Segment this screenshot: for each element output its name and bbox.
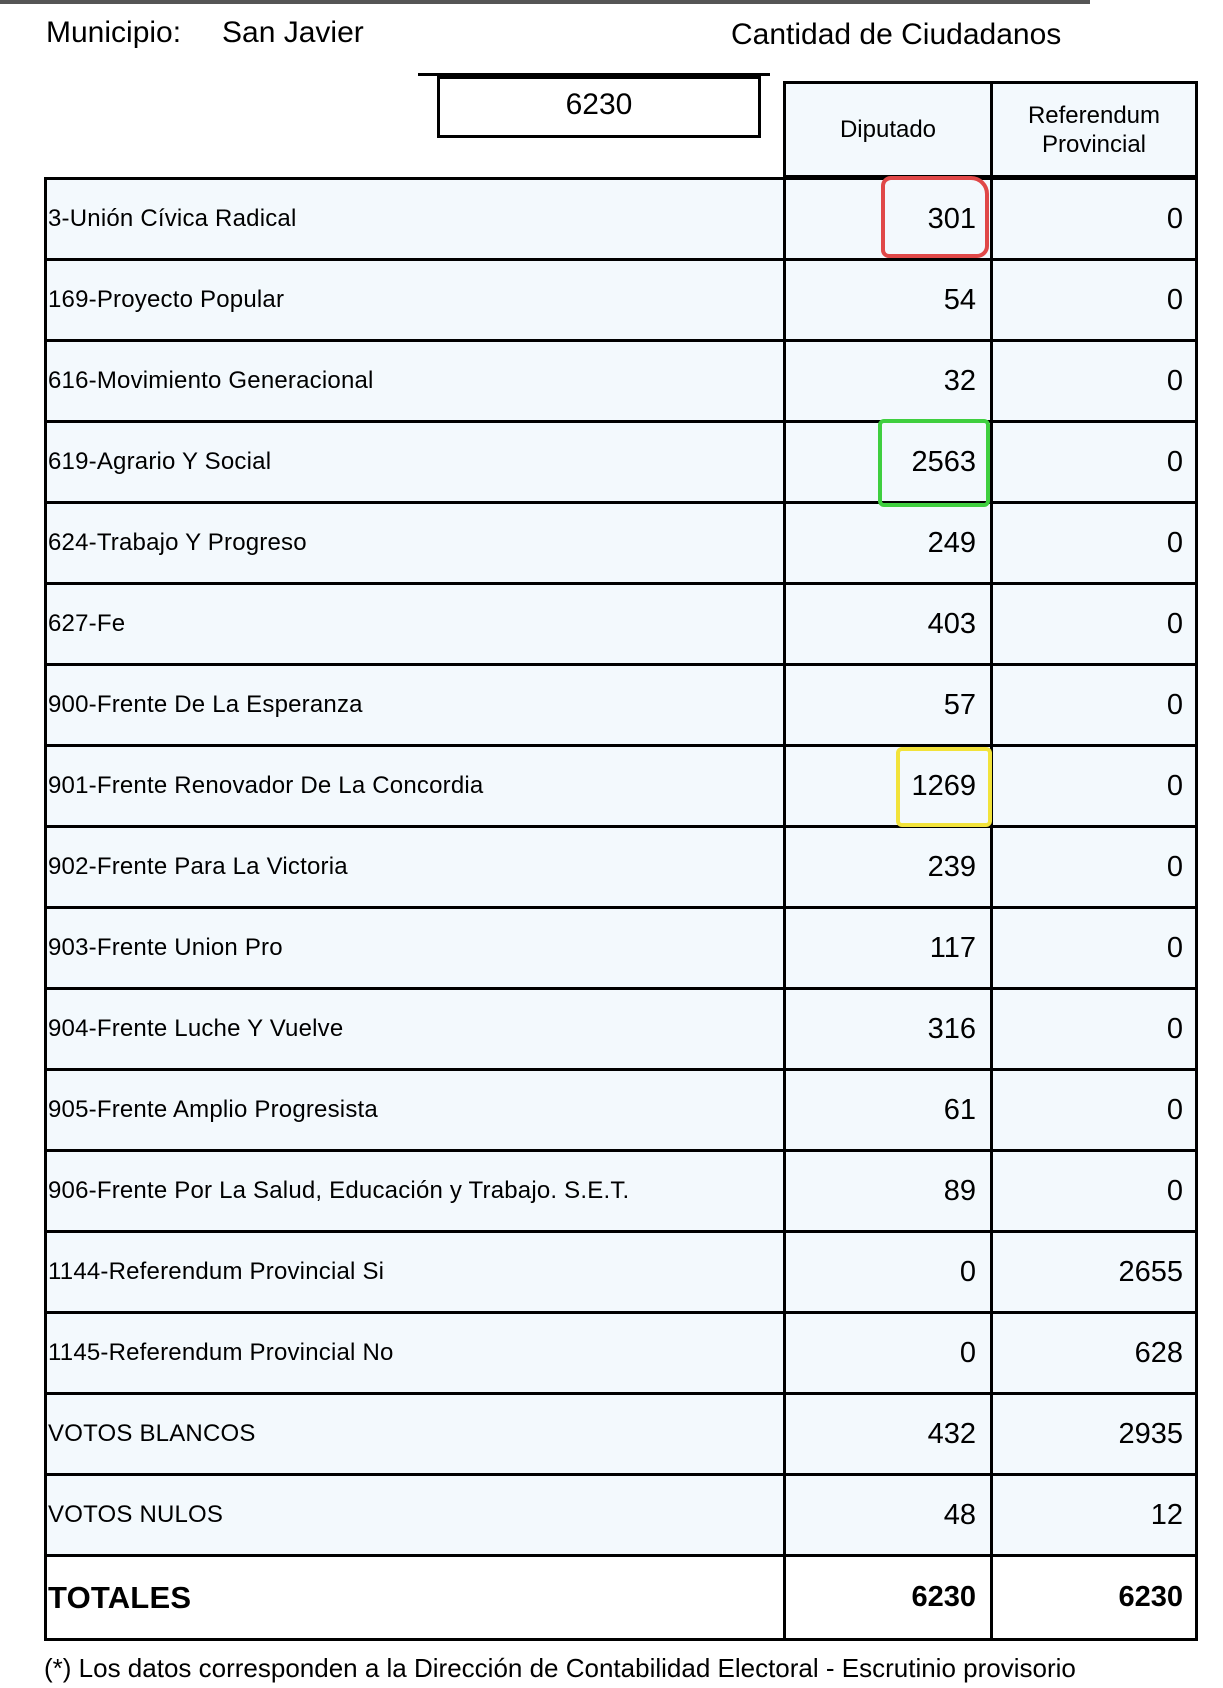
party-name: 616-Movimiento Generacional [47, 342, 786, 420]
referendum-votes: 0 [1166, 445, 1183, 478]
table-row [44, 1395, 1198, 1476]
diputado-votes-value: 0 [959, 1336, 976, 1369]
diputado-votes-value: 117 [929, 931, 976, 964]
referendum-votes: 0 [1166, 202, 1183, 235]
referendum-votes: 2655 [1118, 1255, 1183, 1288]
party-name: 169-Proyecto Popular [47, 261, 786, 339]
footer-note: (*) Los datos corresponden a la Dirección de Contabilidad Electoral - Escrutinio provisorio [44, 1653, 1076, 1683]
referendum-votes: 0 [1166, 1012, 1183, 1045]
results-table [44, 177, 1198, 1641]
diputado-votes [786, 180, 993, 258]
column-header-referendum-line1: Referendum [1027, 101, 1161, 129]
diputado-votes-value: 57 [943, 688, 976, 721]
table-row [44, 909, 1198, 990]
top-rule [0, 0, 1090, 4]
diputado-votes [786, 423, 993, 501]
table-row [44, 261, 1198, 342]
diputado-votes-value: 301 [927, 202, 976, 235]
diputado-votes-value: 0 [959, 1255, 976, 1288]
party-name: 901-Frente Renovador De La Concordia [47, 747, 786, 825]
diputado-votes [786, 1152, 993, 1230]
referendum-votes: 0 [1166, 364, 1183, 397]
column-header-referendum-line2: Provincial [1041, 130, 1147, 158]
diputado-votes-value: 239 [927, 850, 976, 883]
party-name: 1144-Referendum Provincial Si [47, 1233, 786, 1311]
diputado-votes-value: 32 [943, 364, 976, 397]
totals-diputado: 6230 [786, 1557, 993, 1638]
diputado-votes [786, 1395, 993, 1473]
diputado-votes [786, 261, 993, 339]
party-name: 906-Frente Por La Salud, Educación y Trabajo. S.E.T. [47, 1152, 786, 1230]
diputado-votes [786, 909, 993, 987]
party-name: VOTOS NULOS [47, 1476, 786, 1554]
diputado-votes-value: 249 [927, 526, 976, 559]
party-name: 902-Frente Para La Victoria [47, 828, 786, 906]
referendum-votes: 628 [1134, 1336, 1183, 1369]
table-row [44, 504, 1198, 585]
referendum-votes: 0 [1166, 526, 1183, 559]
party-name: 903-Frente Union Pro [47, 909, 786, 987]
table-row [44, 828, 1198, 909]
party-name: 624-Trabajo Y Progreso [47, 504, 786, 582]
diputado-votes [786, 666, 993, 744]
diputado-votes-value: 2563 [911, 445, 976, 478]
referendum-votes: 0 [1166, 283, 1183, 316]
referendum-votes: 0 [1166, 607, 1183, 640]
diputado-votes [786, 1233, 993, 1311]
diputado-votes-value: 1269 [911, 769, 976, 802]
party-name: 900-Frente De La Esperanza [47, 666, 786, 744]
totals-row [44, 1557, 1198, 1641]
referendum-votes: 12 [1150, 1498, 1183, 1531]
diputado-votes [786, 1314, 993, 1392]
totals-referendum: 6230 [1118, 1581, 1183, 1613]
municipio-label: Municipio: [46, 16, 182, 49]
party-name: 627-Fe [47, 585, 786, 663]
diputado-votes-value: 89 [943, 1174, 976, 1207]
column-header-diputado-label: Diputado [839, 116, 937, 143]
table-row [44, 423, 1198, 504]
column-header-diputado [783, 81, 993, 178]
table-row [44, 747, 1198, 828]
table-row [44, 1233, 1198, 1314]
party-name: 3-Unión Cívica Radical [47, 180, 786, 258]
diputado-votes [786, 1476, 993, 1554]
referendum-votes: 0 [1166, 931, 1183, 964]
diputado-votes-value: 54 [943, 283, 976, 316]
referendum-votes: 2935 [1118, 1417, 1183, 1450]
diputado-votes [786, 585, 993, 663]
diputado-votes-value: 316 [927, 1012, 976, 1045]
party-name: 904-Frente Luche Y Vuelve [47, 990, 786, 1068]
party-name: 619-Agrario Y Social [47, 423, 786, 501]
table-row [44, 585, 1198, 666]
diputado-votes [786, 504, 993, 582]
diputado-votes [786, 828, 993, 906]
table-row [44, 990, 1198, 1071]
table-row [44, 666, 1198, 747]
diputado-votes [786, 990, 993, 1068]
referendum-votes: 0 [1166, 850, 1183, 883]
municipio-value: San Javier [222, 16, 364, 49]
table-row [44, 1152, 1198, 1233]
referendum-votes: 0 [1166, 769, 1183, 802]
diputado-votes-value: 432 [927, 1417, 976, 1450]
totals-label: TOTALES [47, 1557, 786, 1638]
table-row [44, 342, 1198, 423]
party-name: 1145-Referendum Provincial No [47, 1314, 786, 1392]
party-name: VOTOS BLANCOS [47, 1395, 786, 1473]
citizens-count-box: 6230 [437, 76, 761, 138]
table-row [44, 1071, 1198, 1152]
referendum-votes: 0 [1166, 1174, 1183, 1207]
party-name: 905-Frente Amplio Progresista [47, 1071, 786, 1149]
diputado-votes [786, 342, 993, 420]
table-row [44, 177, 1198, 261]
column-header-referendum [990, 81, 1198, 178]
diputado-votes-value: 48 [943, 1498, 976, 1531]
table-row [44, 1314, 1198, 1395]
referendum-votes: 0 [1166, 1093, 1183, 1126]
diputado-votes [786, 747, 993, 825]
diputado-votes [786, 1071, 993, 1149]
table-row [44, 1476, 1198, 1557]
cantidad-label: Cantidad de Ciudadanos [731, 18, 1062, 51]
referendum-votes: 0 [1166, 688, 1183, 721]
diputado-votes-value: 403 [927, 607, 976, 640]
diputado-votes-value: 61 [943, 1093, 976, 1126]
